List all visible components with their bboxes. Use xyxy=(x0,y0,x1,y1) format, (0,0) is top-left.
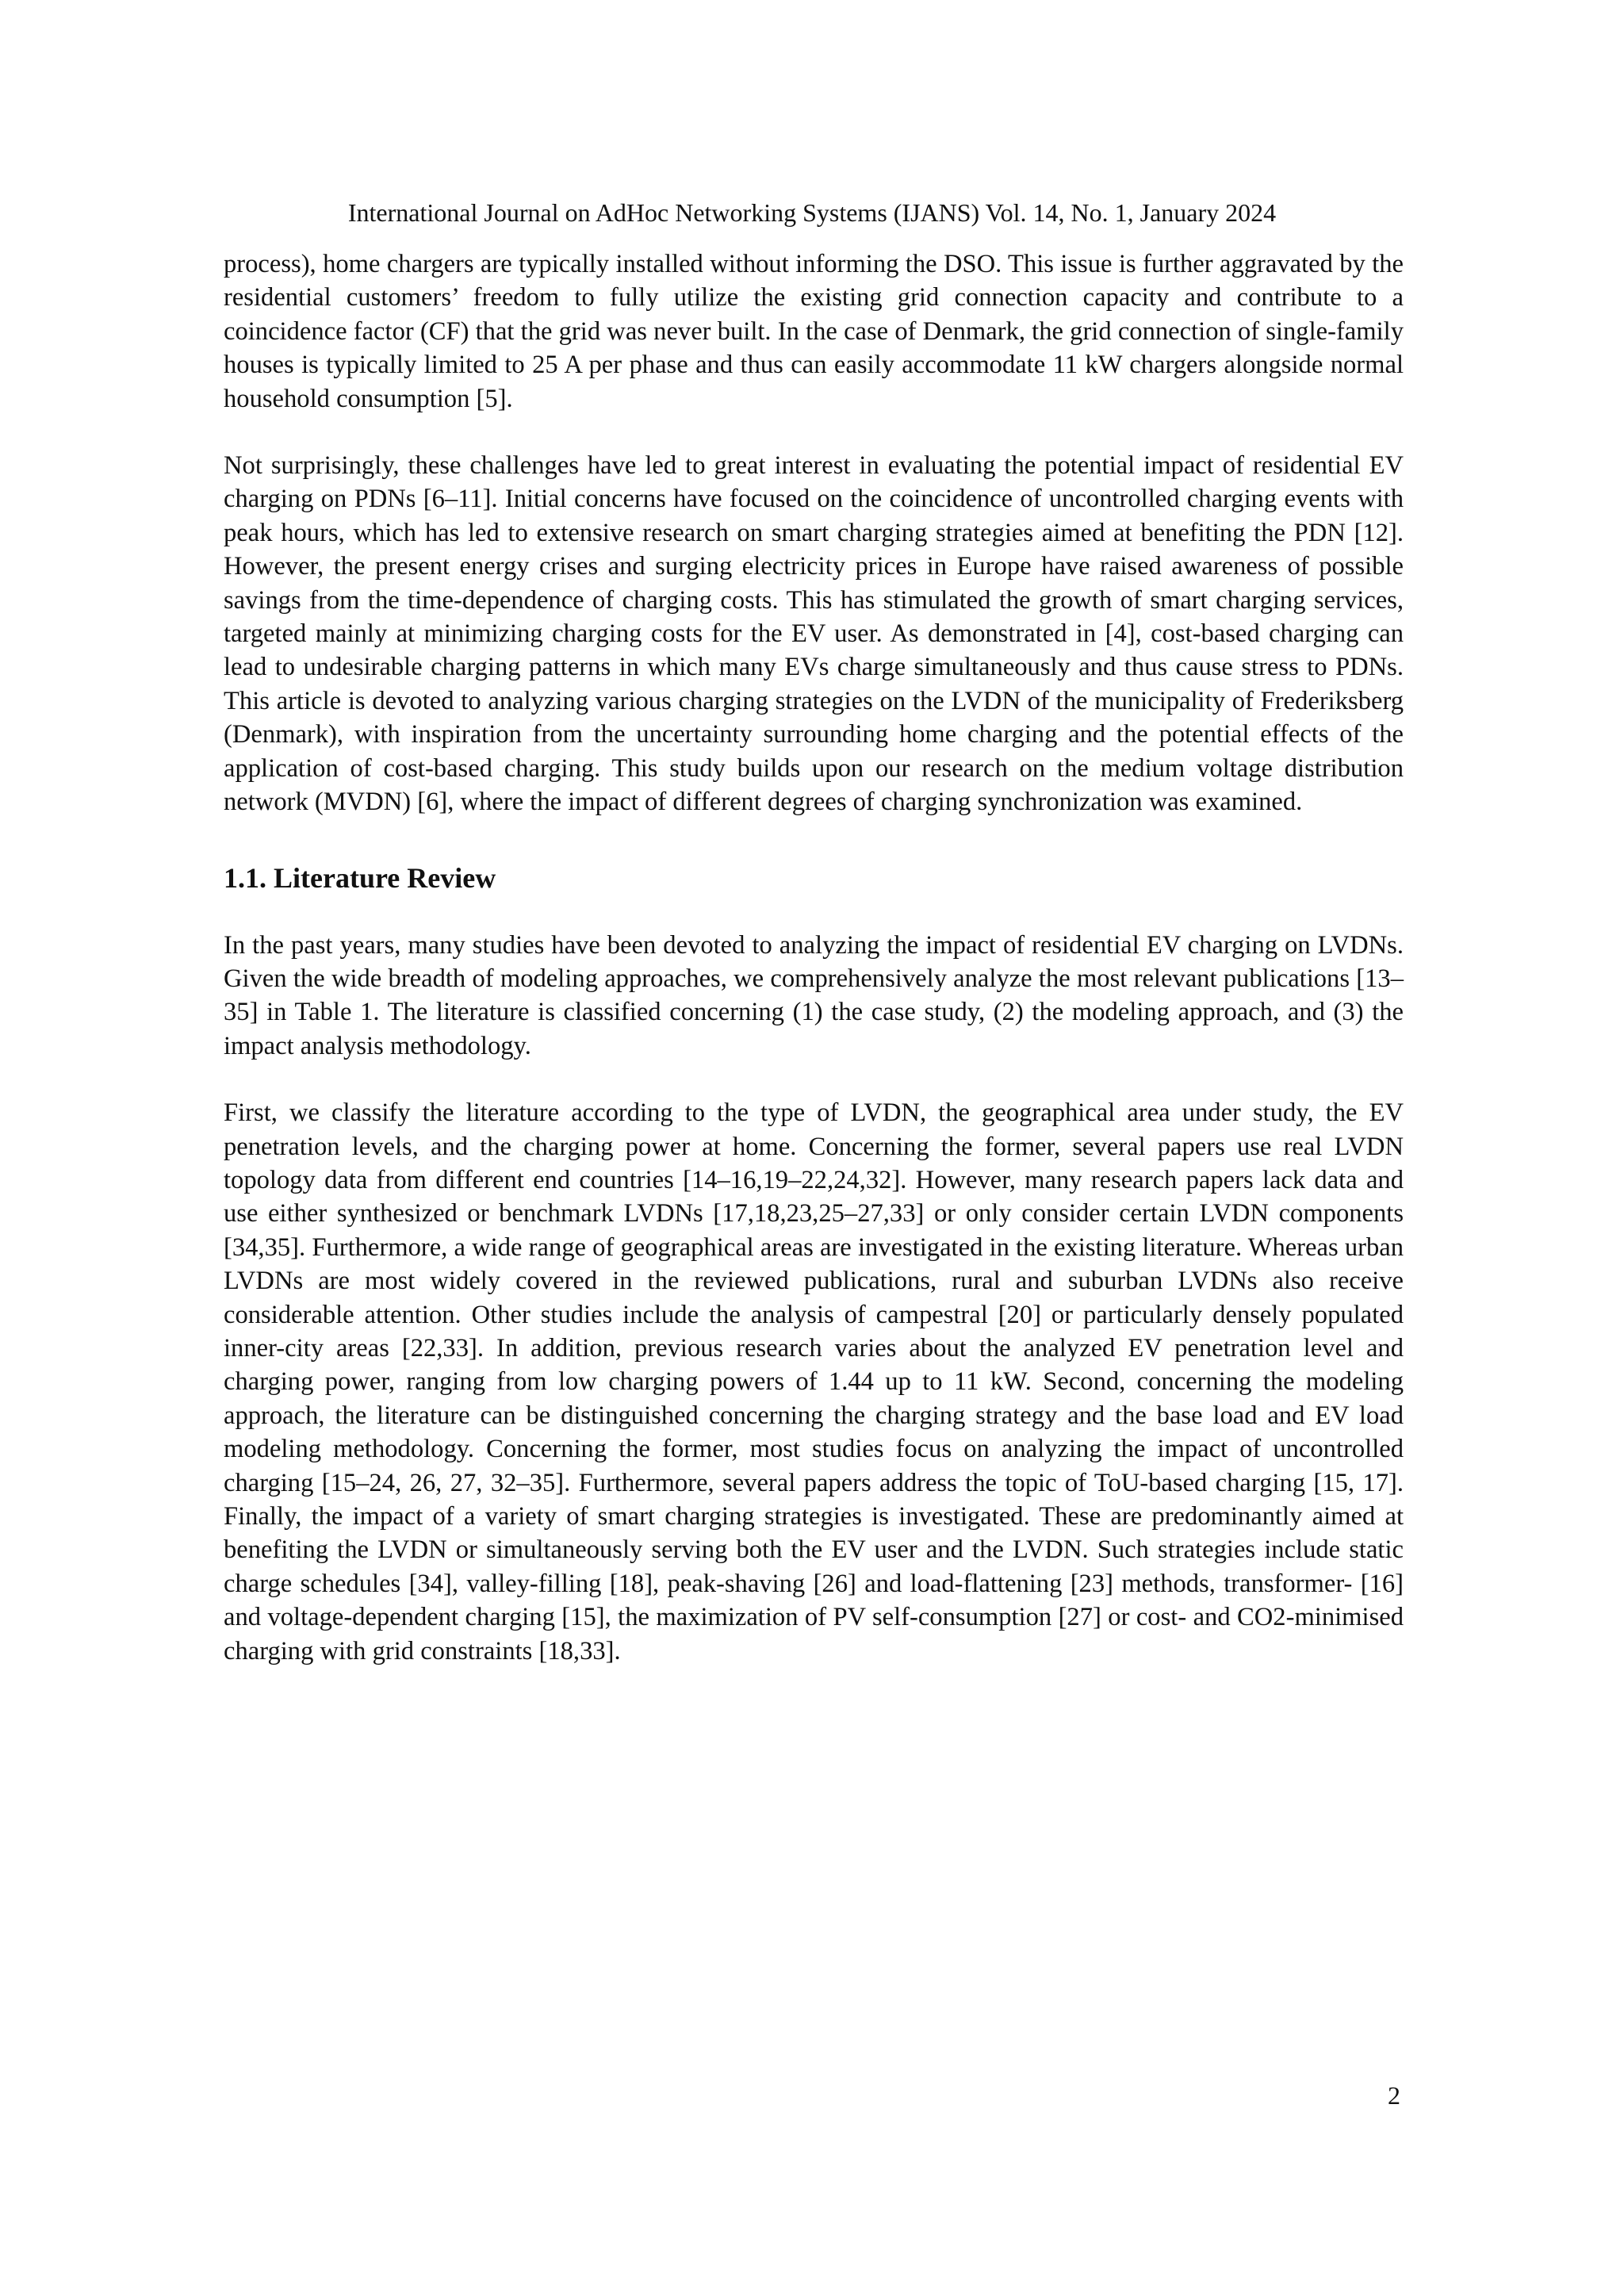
main-content xyxy=(224,247,1404,1668)
page-number: 2 xyxy=(1388,2081,1400,2110)
section-heading: 1.1. Literature Review xyxy=(224,861,496,894)
body-paragraph: Not surprisingly, these challenges have led to great interest in evaluating the potential impact of residential EV charging on PDNs [6–11]. Initial concerns have focused on the coincidence of uncontrolled charging events with peak hours, which has led to extensive research on smart charging strategies aimed at benefiting the PDN [12]. However, the present energy crises and surging electricity prices in Europe have raised awareness of possible savings from the time-dependence of charging costs. This has stimulated the growth of smart charging services, targeted mainly at minimizing charging costs for the EV user. As demonstrated in [4], cost-based charging can lead to undesirable charging patterns in which many EVs charge simultaneously and thus cause stress to PDNs. This article is devoted to analyzing various charging strategies on the LVDN of the municipality of Frederiksberg (Denmark), with inspiration from the uncertainty surrounding home charging and the potential effects of the application of cost-based charging. This study builds upon our research on the medium voltage distribution network (MVDN) [6], where the impact of different degrees of charging synchronization was examined. xyxy=(224,451,1404,817)
body-paragraph: In the past years, many studies have been devoted to analyzing the impact of residential EV charging on LVDNs. Given the wide breadth of modeling approaches, we comprehensively analyze the most relevant publications [13–35] in Table 1. The literature is classified concerning (1) the case study, (2) the modeling approach, and (3) the impact analysis methodology. xyxy=(224,930,1404,1060)
body-paragraph: First, we classify the literature according to the type of LVDN, the geographical area under study, the EV penetration levels, and the charging power at home. Concerning the former, several papers use real LVDN topology data from different end countries [14–16,19–22,24,32]. However, many research papers lack data and use either synthesized or benchmark LVDNs [17,18,23,25–27,33] or only consider certain LVDN components [34,35]. Furthermore, a wide range of geographical areas are investigated in the existing literature. Whereas urban LVDNs are most widely covered in the reviewed publications, rural and suburban LVDNs also receive considerable attention. Other studies include the analysis of campestral [20] or particularly densely populated inner-city areas [22,33]. In addition, previous research varies about the analyzed EV penetration level and charging power, ranging from low charging powers of 1.44 up to 11 kW. Second, concerning the modeling approach, the literature can be distinguished concerning the charging strategy and the base load and EV load modeling methodology. Concerning the former, most studies focus on analyzing the impact of uncontrolled charging [15–24, 26, 27, 32–35]. Furthermore, several papers address the topic of ToU-based charging [15, 17]. Finally, the impact of a variety of smart charging strategies is investigated. These are predominantly aimed at benefiting the LVDN or simultaneously serving both the EV user and the LVDN. Such strategies include static charge schedules [34], valley-filling [18], peak-shaving [26] and load-flattening [23] methods, transformer- [16] and voltage-dependent charging [15], the maximization of PV self-consumption [27] or cost- and CO2-minimised charging with grid constraints [18,33]. xyxy=(224,1098,1404,1665)
body-paragraph: process), home chargers are typically installed without informing the DSO. This issue is further aggravated by the residential customers’ freedom to fully utilize the existing grid connection capacity and contribute to a coincidence factor (CF) that the grid was never built. In the case of Denmark, the grid connection of single-family houses is typically limited to 25 A per phase and thus can easily accommodate 11 kW chargers alongside normal household consumption [5]. xyxy=(224,250,1404,413)
running-header: International Journal on AdHoc Networking Systems (IJANS) Vol. 14, No. 1, January 2024 xyxy=(347,198,1277,227)
